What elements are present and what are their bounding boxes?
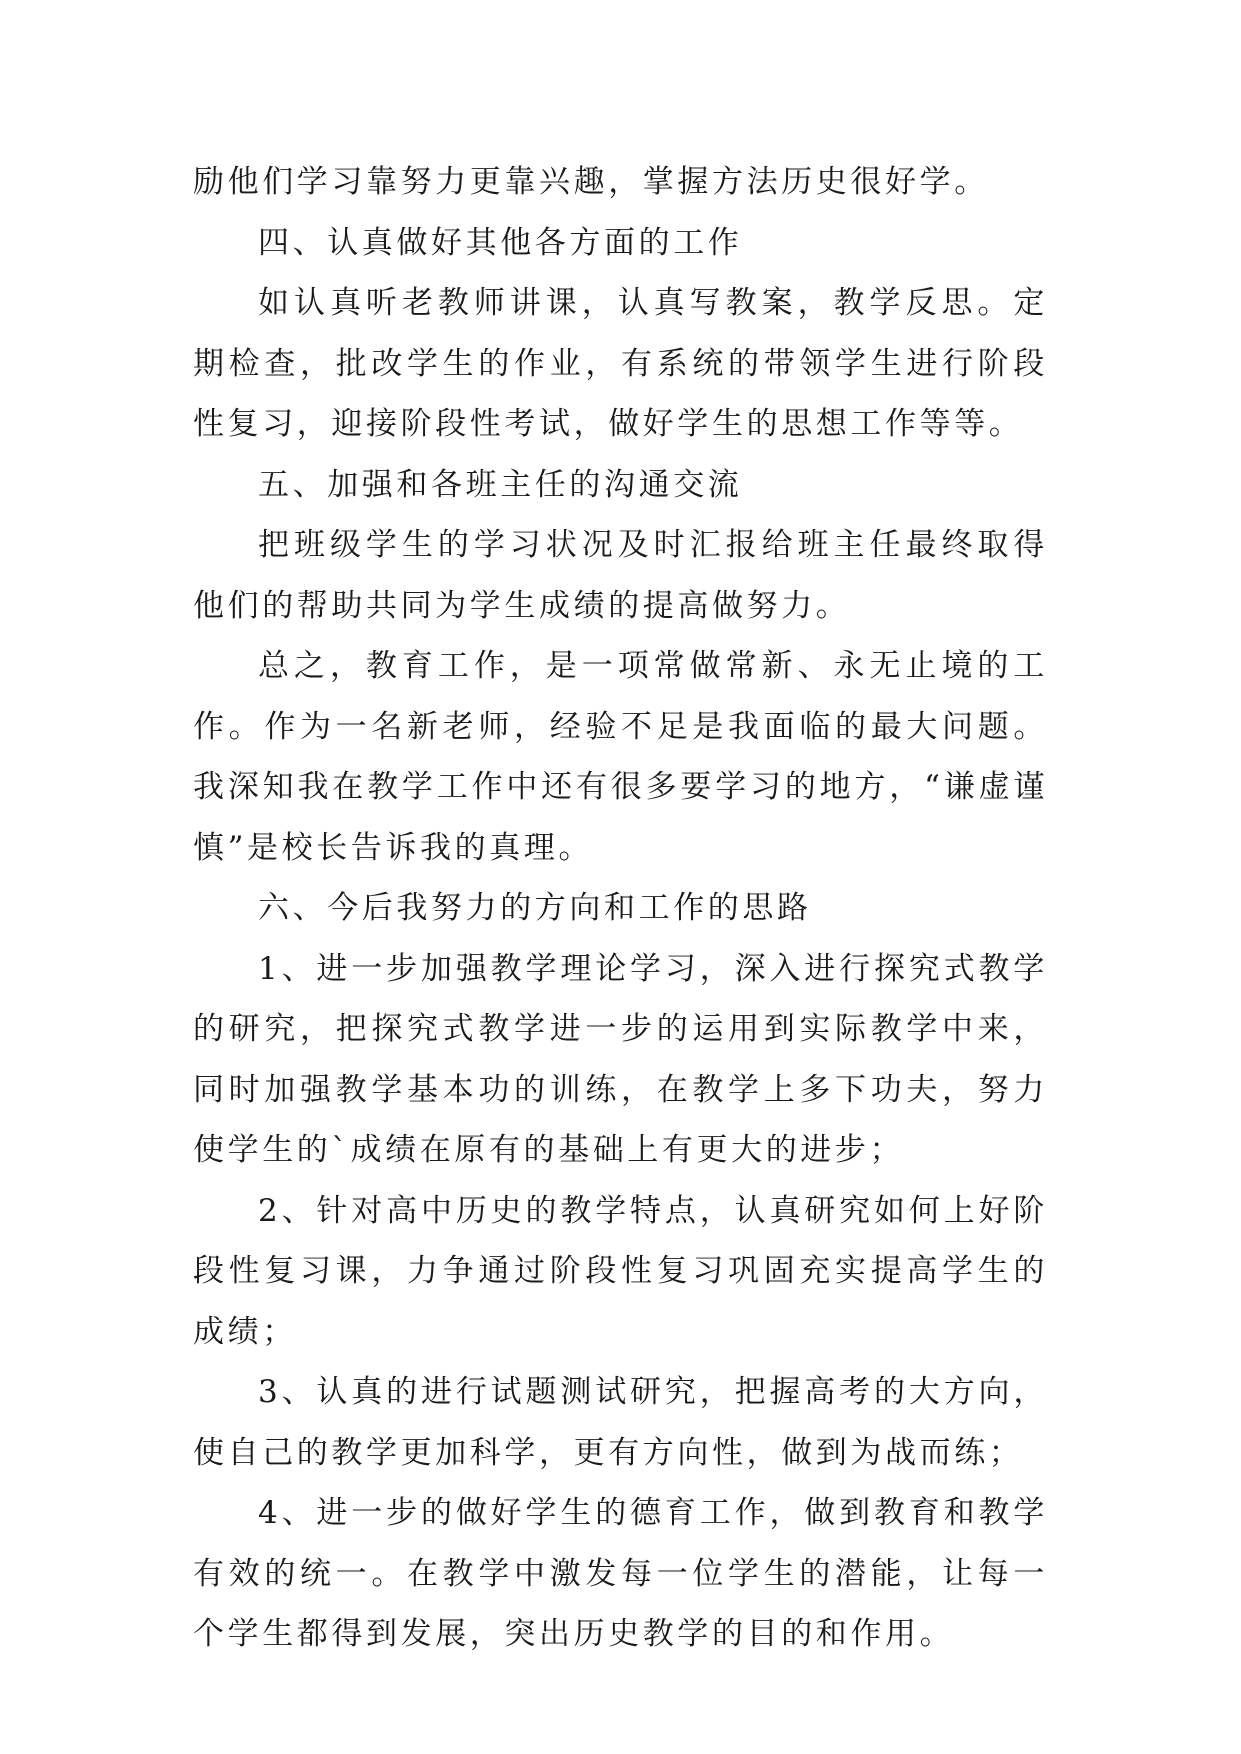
list-item-3: 3、认真的进行试题测试研究，把握高考的大方向，使自己的教学更加科学，更有方向性，做到为战而练； [193,1374,1048,1471]
list-item-2: 2、针对高中历史的教学特点，认真研究如何上好阶段性复习课，力争通过阶段性复习巩固充实提高学生的成绩； [193,1192,1048,1350]
list-item-4: 4、进一步的做好学生的德育工作，做到教育和教学有效的统一。在教学中激发每一位学生的潜能，让每一个学生都得到发展，突出历史教学的目的和作用。 [193,1495,1048,1652]
document-body [193,152,1048,1665]
section-heading-5: 五、加强和各班主任的沟通交流 [258,466,743,503]
list-item-1: 1、进一步加强教学理论学习，深入进行探究式教学的研究，把探究式教学进一步的运用到实际教学中来，同时加强教学基本功的训练，在教学上多下功夫，努力使学生的`成绩在原有的基础上有更大的进步； [193,950,1048,1168]
section-heading-6: 六、今后我努力的方向和工作的思路 [258,890,812,926]
section-heading-4: 四、认真做好其他各方面的工作 [258,224,743,261]
paragraph-continuation: 励他们学习靠努力更靠兴趣，掌握方法历史很好学。 [193,164,989,200]
paragraph-communication: 把班级学生的学习状况及时汇报给班主任最终取得他们的帮助共同为学生成绩的提高做努力。 [193,527,1048,624]
paragraph-other-work: 如认真听老教师讲课，认真写教案，教学反思。定期检查，批改学生的作业，有系统的带领学生进行阶段性复习，迎接阶段性考试，做好学生的思想工作等等。 [193,285,1048,442]
paragraph-summary: 总之，教育工作，是一项常做常新、永无止境的工作。作为一名新老师，经验不足是我面临的最大问题。我深知我在教学工作中还有很多要学习的地方，“谦虚谨慎”是校长告诉我的真理。 [193,648,1048,866]
